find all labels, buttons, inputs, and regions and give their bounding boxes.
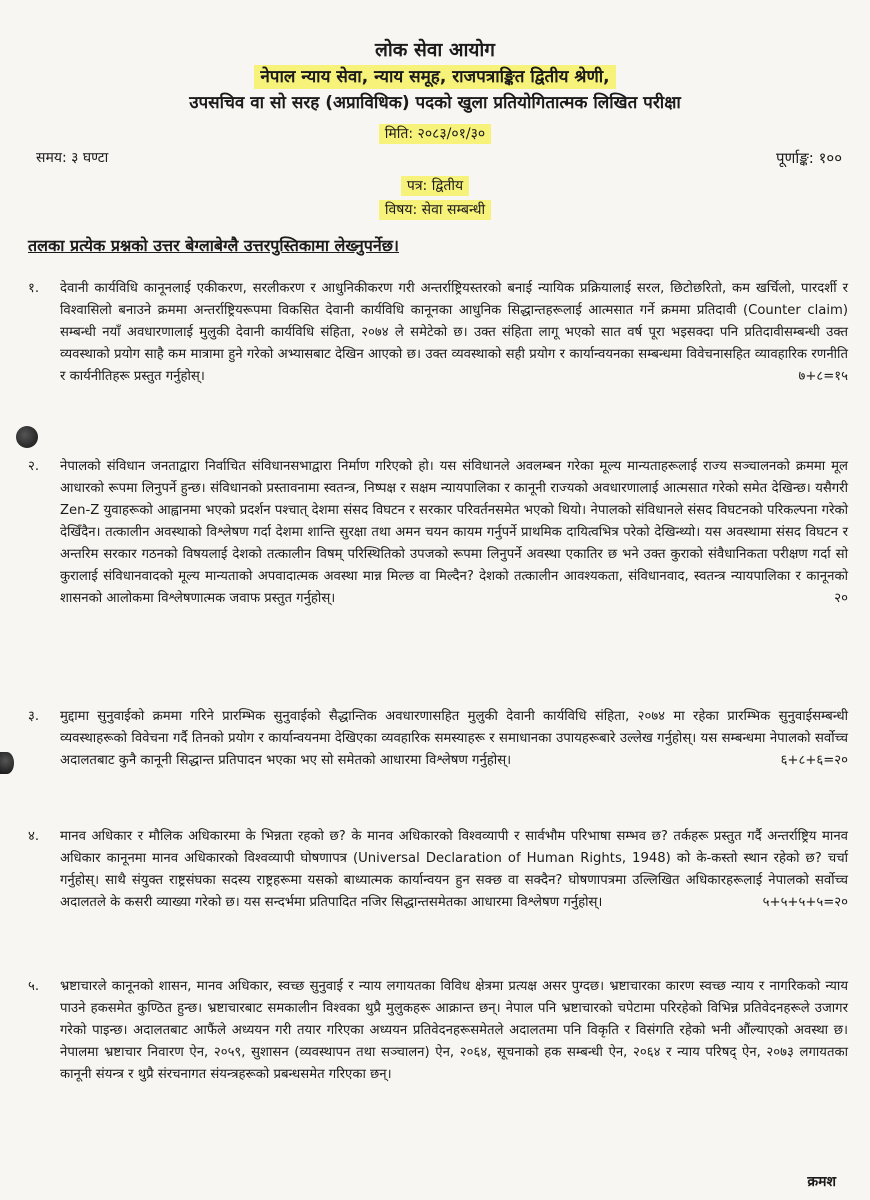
exam-date	[0, 124, 870, 143]
question-text: देवानी कार्यविधि कानूनलाई एकीकरण, सरलीकरण र आधुनिकीकरण गरी अन्तर्राष्ट्रियस्तरको बनाई न्यायिक प्रक्रियालाई सरल, छिटोछरितो, कम खर्चिलो, पारदर्शी र विश्वासिलो बनाउने क्रममा अन्तर्राष्ट्रियरूपमा विकसित देवानी कार्यविधि कानूनका आधुनिक सिद्धान्तहरूलाई आत्मसात गर्ने क्रममा प्रतिदावी (Counter claim) सम्बन्धी नयाँ अवधारणालाई मुलुकी देवानी कार्यविधि संहिता, २०७४ ले समेटेको छ। उक्त संहिता लागू भएको सात वर्ष पूरा भइसक्दा पनि प्रतिदावीसम्बन्धी उक्त व्यवस्थाको प्रयोग साहै कम मात्रामा हुने गरेको अभ्यासबाट देखिन आएको छ। उक्त व्यवस्थाको सही प्रयोग र कार्यान्वयनका सम्बन्धमा विवेचनासहित व्यावहारिक रणनीति र कार्यनीतिहरू प्रस्तुत गर्नुहोस्।	[60, 281, 848, 384]
commission-title	[0, 36, 870, 62]
instruction: तलका प्रत्येक प्रश्नको उत्तर बेग्लाबेग्लै उत्तरपुस्तिकामा लेख्नुपर्नेछ।	[28, 236, 399, 255]
question-text: मानव अधिकार र मौलिक अधिकारमा के भिन्नता रहको छ? के मानव अधिकारको विश्वव्यापी र सार्वभौम परिभाषा सम्भव छ? तर्कहरू प्रस्तुत गर्दै अन्तर्राष्ट्रिय मानव अधिकार कानूनमा मानव अधिकारको विश्वव्यापी घोषणापत्र (Universal Declaration of Human Rights, 1948) को के-कस्तो स्थान रहेको छ? चर्चा गर्नुहोस्। साथै संयुक्त राष्ट्रसंघका सदस्य राष्ट्रहरूमा यसको बाध्यात्मक कार्यान्वयन हुन सक्छ वा सक्दैन? घोषणापत्रमा उल्लिखित अधिकारहरूलाई नेपालको सर्वोच्च अदालतले के कसरी व्याख्या गरेको छ। यस सन्दर्भमा प्रतिपादित नजिर सिद्धान्तसमेतका आधारमा विश्लेषण गर्नुहोस्।	[60, 829, 848, 910]
question-marks: ७+८=१५	[798, 369, 848, 384]
question-3	[28, 706, 848, 772]
question-text: भ्रष्टाचारले कानूनको शासन, मानव अधिकार, स्वच्छ सुनुवाई र न्याय लगायतका विविध क्षेत्रमा प्रत्यक्ष असर पुग्दछ। भ्रष्टाचारका कारण स्वच्छ न्याय र नागरिकको न्याय पाउने हकसमेत कुण्ठित हुन्छ। भ्रष्टाचारबाट समकालीन विश्वका थुप्रै मुलुकहरू आक्रान्त छन्। नेपाल पनि भ्रष्टाचारको चपेटामा परिरहेको विभिन्न प्रतिवेदनहरूले उजागर गरेको पाइन्छ। अदालतबाट आफैंले अध्ययन गरी तयार गरिएका अध्ययन प्रतिवेदनहरूसमेतले अदालतमा पनि विकृति र विसंगति रहेको भनी औंल्याएको अवस्था छ। नेपालमा भ्रष्टाचार निवारण ऐन, २०५९, सुशासन (व्यवस्थापन तथा सञ्चालन) ऐन, २०६४, सूचनाको हक सम्बन्धी ऐन, २०६४ र न्याय परिषद् ऐन, २०७३ लगायतका कानूनी संयन्त्र र थुप्रै संरचनागत संयन्त्रहरूको प्रबन्धसमेत गरिएका छन्।	[60, 979, 848, 1082]
exam-time: समय: ३ घण्टा	[36, 150, 109, 166]
question-text: नेपालको संविधान जनताद्वारा निर्वाचित संविधानसभाद्वारा निर्माण गरिएको हो। यस संविधानले अवलम्बन गरेका मूल्य मान्यताहरूलाई राज्य सञ्चालनको क्रममा मूल आधारको रूपमा लिनुपर्ने हुन्छ। संविधानको प्रस्तावनामा स्वतन्त्र, निष्पक्ष र सक्षम न्यायपालिका र कानूनी राज्यको अवधारणालाई आत्मसात गरेको समेत देखिन्छ। यसैगरी Zen-Z युवाहरूको आह्वानमा भएको प्रदर्शन पश्चात् देशमा संसद विघटन र सरकार परिवर्तनसमेत भएको थियो। नेपालको संविधानले संसद विघटनको परिकल्पना गरेको देखिँदैन। तत्कालीन अवस्थाको विश्लेषण गर्दा देशमा शान्ति सुरक्षा तथा अमन चयन कायम गर्नुपर्ने प्राथमिक दायित्वभित्र परेको देखिन्थ्यो। यस अवस्थामा संसद विघटन र अन्तरिम सरकार गठनको विषयलाई देशको तत्कालीन विषम् परिस्थितिको उपजको रूपमा लिनुपर्ने अवस्था एकातिर छ भने उक्त कुराको संवैधानिकता परीक्षण गर्दा सो कुरालाई संविधानवादको मूल्य मान्यताको अपवादात्मक अवस्था मान्न मिल्छ वा मिल्दैन? देशको तत्कालीन आवश्यकता, संविधानवाद, स्वतन्त्र न्यायपालिका र कानूनको शासनको आलोकमा विश्लेषणात्मक जवाफ प्रस्तुत गर्नुहोस्।	[60, 459, 848, 606]
paper-number	[0, 176, 870, 195]
question-marks: ६+८+६=२०	[780, 753, 848, 768]
question-number: २.	[28, 459, 40, 474]
question-4	[28, 826, 848, 914]
exam-title-text: उपसचिव वा सो सरह (अप्राविधिक) पदको खुला प्रतियोगितात्मक लिखित परीक्षा	[189, 93, 681, 113]
punch-hole	[0, 752, 14, 774]
subject	[0, 200, 870, 219]
service-line	[0, 64, 870, 87]
service-line-text: नेपाल न्याय सेवा, न्याय समूह, राजपत्राङ्कित द्वितीय श्रेणी,	[254, 65, 615, 89]
continued-label: क्रमश	[807, 1174, 836, 1190]
question-2	[28, 456, 848, 610]
full-marks: पूर्णाङ्क: १००	[776, 149, 842, 167]
question-number: ४.	[28, 829, 40, 844]
punch-hole	[16, 426, 38, 448]
question-number: ३.	[28, 709, 40, 724]
exam-title	[0, 90, 870, 113]
question-5	[28, 976, 848, 1086]
question-1	[28, 278, 848, 388]
question-marks: ५+५+५+५=२०	[762, 895, 848, 910]
subject-text: विषय: सेवा सम्बन्धी	[379, 200, 491, 220]
question-marks: २०	[834, 591, 848, 606]
commission-title-text: लोक सेवा आयोग	[374, 39, 495, 61]
exam-date-text: मिति: २०८३/०१/३०	[379, 124, 491, 144]
question-number: १.	[28, 281, 40, 296]
question-text: मुद्दामा सुनुवाईको क्रममा गरिने प्रारम्भिक सुनुवाईको सैद्धान्तिक अवधारणासहित मुलुकी देवानी कार्यविधि संहिता, २०७४ मा रहेका प्रारम्भिक सुनुवाईसम्बन्धी व्यवस्थाहरूको विवेचना गर्दै तिनको प्रयोग र कार्यान्वयनमा देखिएका व्यवहारिक समस्याहरू र समाधानका उपायहरूबारे उल्लेख गर्नुहोस्। यस सम्बन्धमा नेपालको सर्वोच्च अदालतबाट कुनै कानूनी सिद्धान्त प्रतिपादन भएका भए सो समेतको आधारमा विश्लेषण गर्नुहोस्।	[60, 709, 848, 768]
paper-number-text: पत्र: द्वितीय	[401, 176, 469, 196]
question-number: ५.	[28, 979, 40, 994]
